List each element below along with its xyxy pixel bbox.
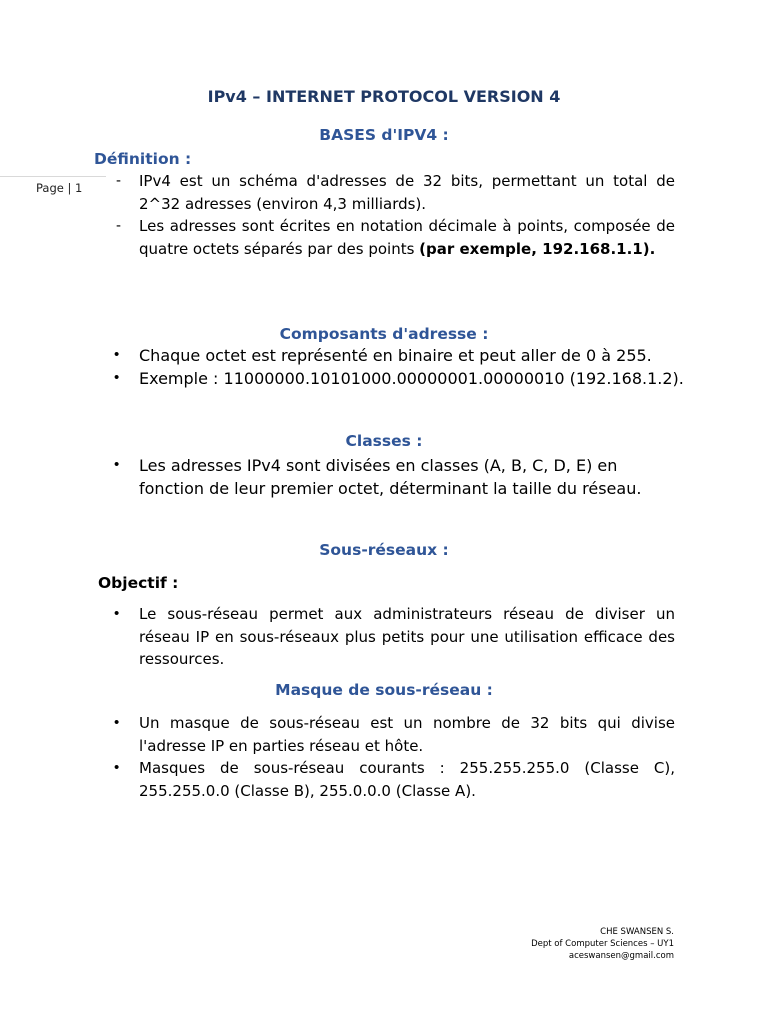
footer-department: Dept of Computer Sciences – UY1	[531, 939, 674, 949]
objectif-item-1: Le sous-réseau permet aux administrateurs réseau de diviser un réseau IP en sous-réseaux plus petits pour une utilisation efficace des ressources.	[139, 605, 675, 668]
document-title: IPv4 – INTERNET PROTOCOL VERSION 4	[207, 87, 561, 106]
dash-bullet-2: -	[116, 217, 121, 234]
heading-masque: Masque de sous-réseau :	[275, 681, 493, 699]
bullet-dot: •	[114, 346, 120, 363]
heading-definition: Définition :	[94, 150, 192, 168]
section-heading-bases: BASES d'IPV4 :	[319, 126, 449, 144]
bullet-dot: •	[114, 605, 120, 622]
dash-bullet-1: -	[116, 172, 121, 189]
definition-item-2	[139, 215, 675, 260]
definition-item-2-example: (par exemple, 192.168.1.1).	[419, 239, 656, 258]
definition-item-1: IPv4 est un schéma d'adresses de 32 bits, permettant un total de 2^32 adresses (environ 4,3 milliards).	[139, 172, 675, 213]
composants-item-1: Chaque octet est représenté en binaire et peut aller de 0 à 255.	[139, 346, 652, 365]
masque-item-2: Masques de sous-réseau courants : 255.255.255.0 (Classe C), 255.255.0.0 (Classe B), 255.0.0.0 (Classe A).	[139, 759, 675, 800]
composants-item-2: Exemple : 11000000.10101000.00000001.00000010 (192.168.1.2).	[139, 369, 684, 388]
definition-item-2-text: Les adresses sont écrites en notation décimale à points, composée de quatre octets séparés par des points	[139, 217, 675, 258]
footer-author-name: CHE SWANSEN S.	[600, 927, 674, 937]
bullet-dot: •	[114, 369, 120, 386]
masque-item-1: Un masque de sous-réseau est un nombre de 32 bits qui divise l'adresse IP en parties réseau et hôte.	[139, 714, 675, 755]
classes-item-1: Les adresses IPv4 sont divisées en classes (A, B, C, D, E) en fonction de leur premier octet, déterminant la taille du réseau.	[139, 456, 642, 498]
footer-author-block	[531, 926, 674, 962]
footer-email: aceswansen@gmail.com	[568, 951, 674, 961]
bullet-dot: •	[114, 759, 120, 776]
bullet-dot: •	[114, 714, 120, 731]
page-number-label: Page | 1	[0, 176, 106, 200]
bullet-dot: •	[114, 456, 120, 473]
heading-classes: Classes :	[345, 432, 423, 450]
heading-composants: Composants d'adresse :	[279, 325, 489, 343]
heading-sous-reseaux: Sous-réseaux :	[319, 541, 449, 559]
heading-objectif: Objectif :	[98, 574, 179, 592]
